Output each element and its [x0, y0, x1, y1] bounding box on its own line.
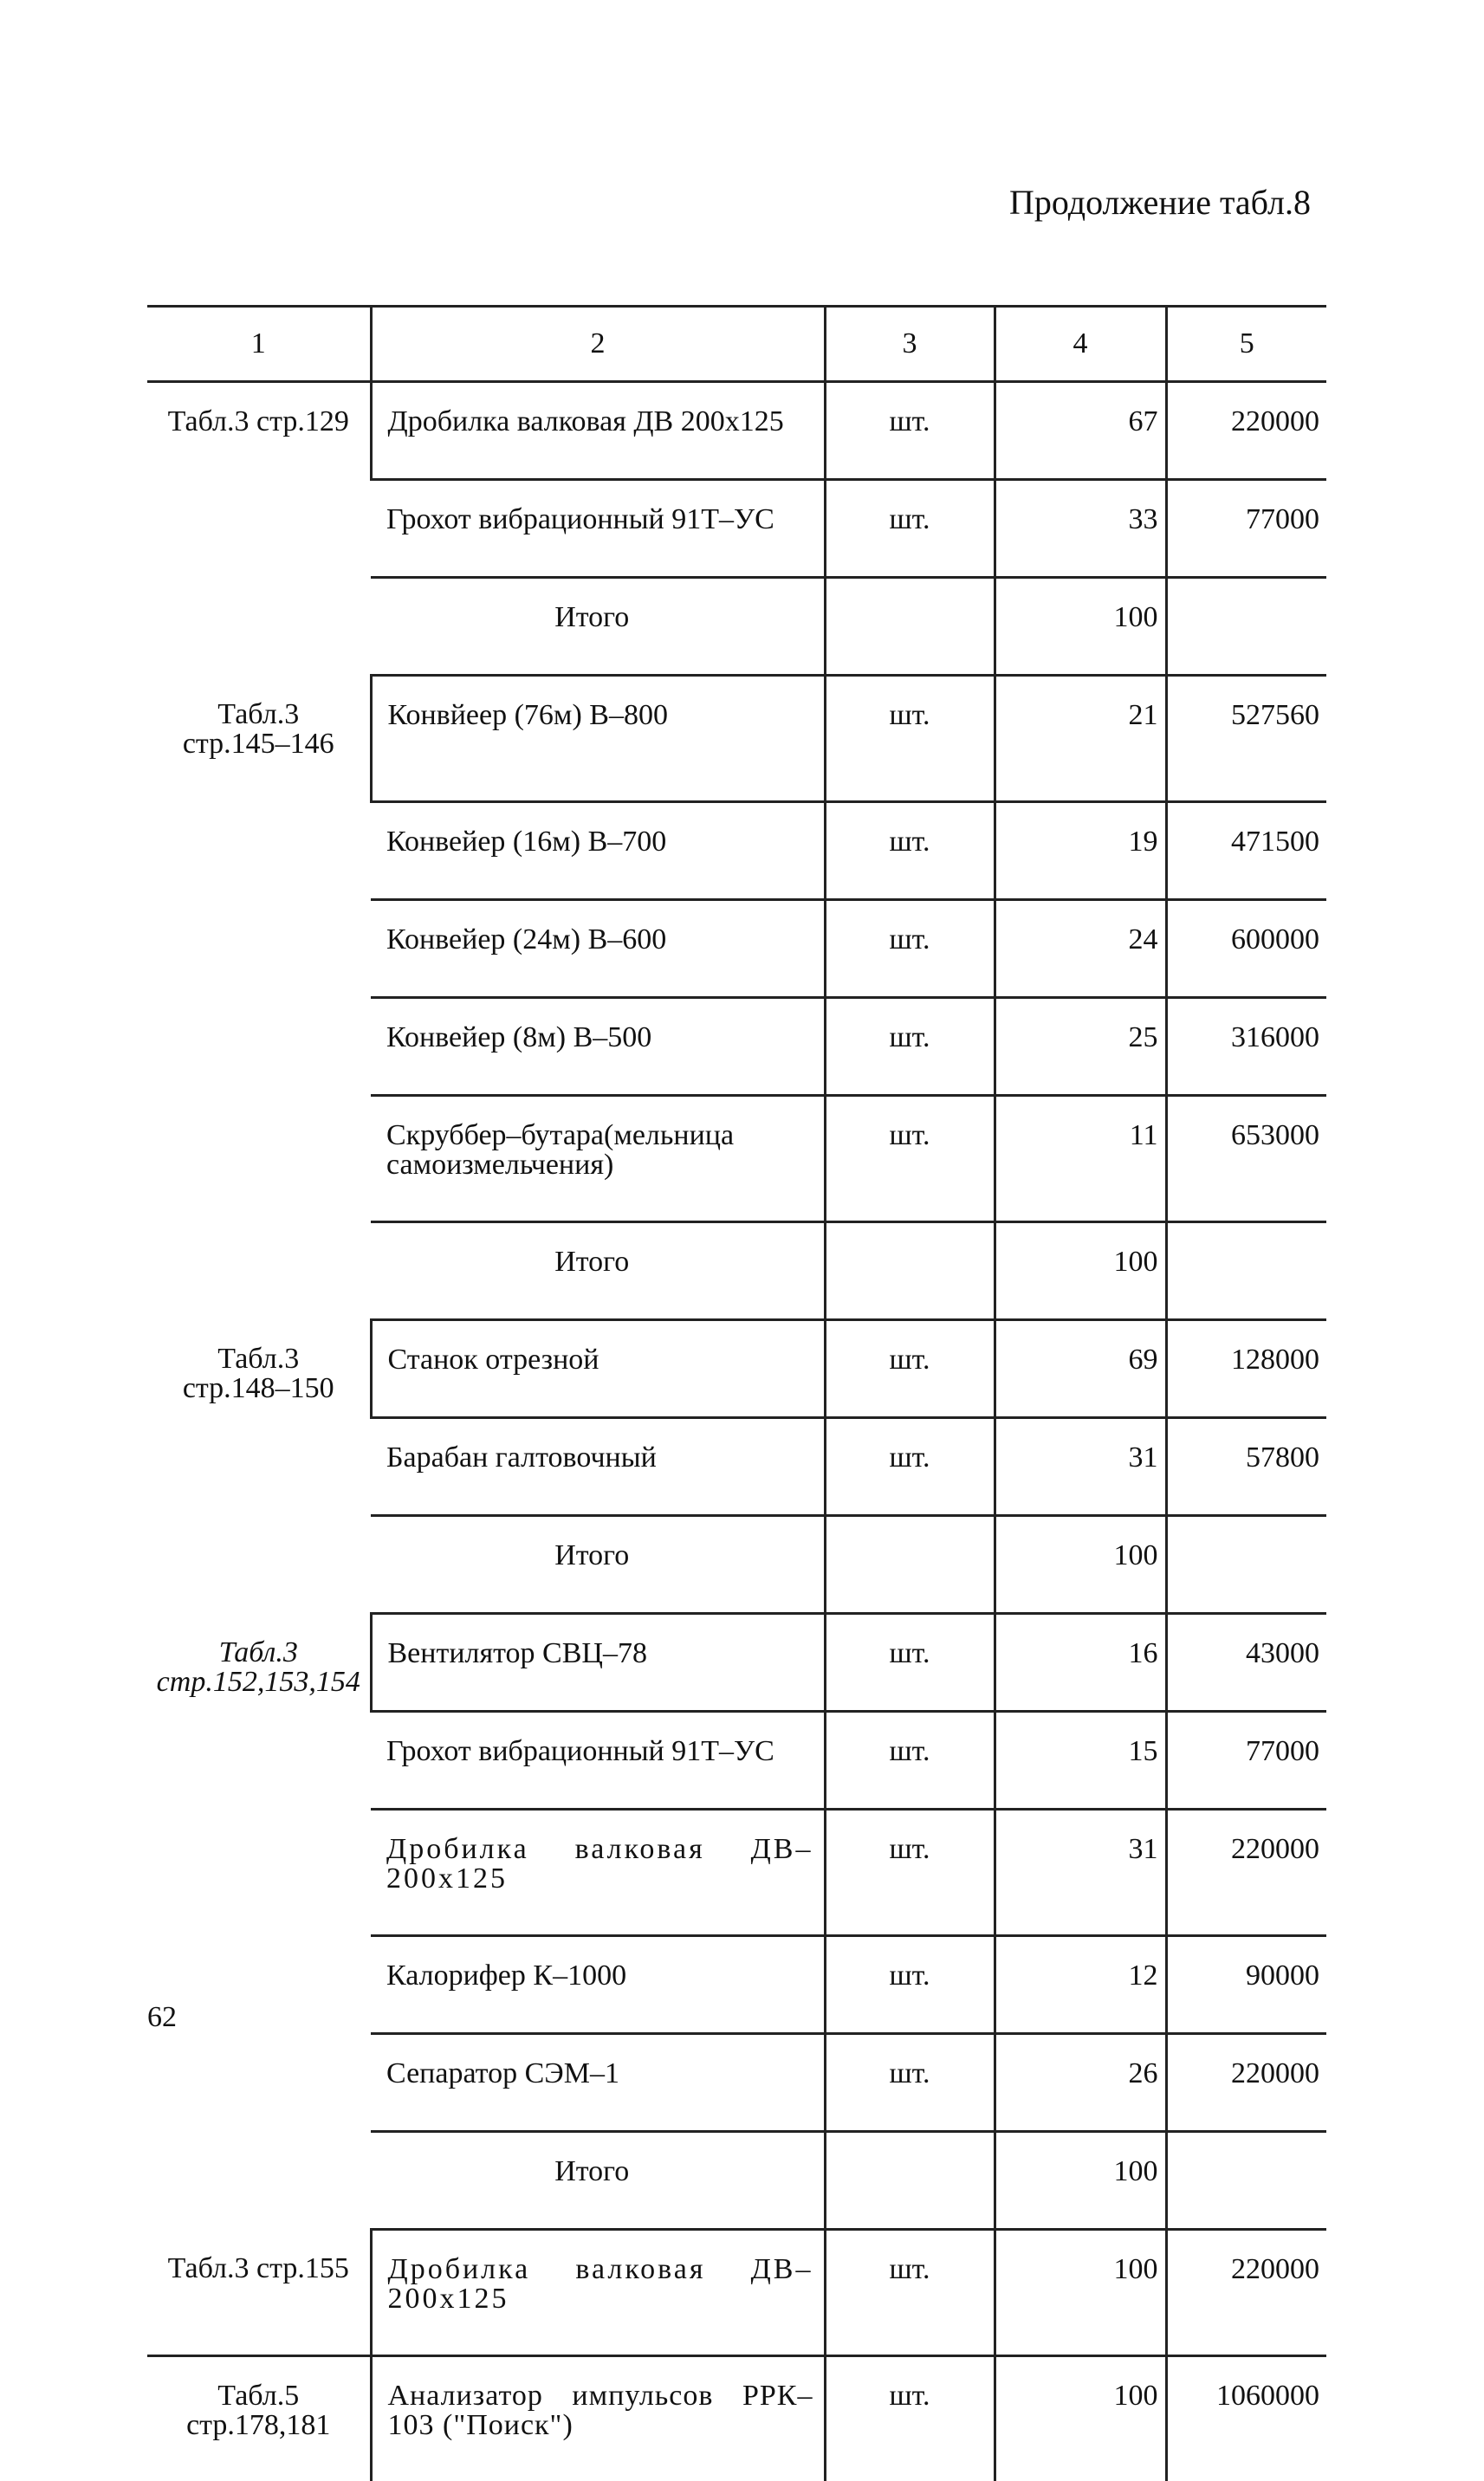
share-cell: 100 [995, 2230, 1166, 2356]
unit-cell: шт. [825, 676, 995, 802]
source-reference: Табл.3 стр.148–150 [147, 1320, 371, 1614]
share-cell: 16 [995, 1614, 1166, 1712]
equipment-name: Калорифер К–1000 [371, 1936, 825, 2034]
source-reference: Табл.3 стр.152,153,154 [147, 1614, 371, 2230]
unit-cell: шт. [825, 480, 995, 578]
share-cell: 31 [995, 1418, 1166, 1516]
unit-cell: шт. [825, 1936, 995, 2034]
total-share-cell: 100 [995, 2132, 1166, 2230]
price-cell [1166, 2132, 1326, 2230]
equipment-name: Сепаратор СЭМ–1 [371, 2034, 825, 2132]
equipment-name: Барабан галтовочный [371, 1418, 825, 1516]
price-cell [1166, 1516, 1326, 1614]
price-cell [1166, 578, 1326, 676]
column-header: 1 [147, 307, 371, 382]
price-cell: 43000 [1166, 1614, 1326, 1712]
share-cell: 100 [995, 2356, 1166, 2481]
share-cell: 19 [995, 802, 1166, 900]
share-cell: 15 [995, 1712, 1166, 1810]
share-cell: 67 [995, 382, 1166, 480]
total-share-cell: 100 [995, 578, 1166, 676]
price-cell: 220000 [1166, 2034, 1326, 2132]
price-cell: 527560 [1166, 676, 1326, 802]
total-label: Итого [371, 578, 825, 676]
equipment-name: Грохот вибрационный 91Т–УС [371, 1712, 825, 1810]
source-reference: Табл.5 стр.178,181 [147, 2356, 371, 2481]
column-header: 4 [995, 307, 1166, 382]
unit-cell [825, 2132, 995, 2230]
unit-cell: шт. [825, 1712, 995, 1810]
column-header: 3 [825, 307, 995, 382]
equipment-name: Скруббер–бутара(мельница самоизмельчения) [371, 1096, 825, 1222]
unit-cell [825, 1222, 995, 1320]
column-header: 5 [1166, 307, 1326, 382]
equipment-name: Конвейер (8м) В–500 [371, 998, 825, 1096]
unit-cell: шт. [825, 2356, 995, 2481]
share-cell: 26 [995, 2034, 1166, 2132]
price-cell: 90000 [1166, 1936, 1326, 2034]
unit-cell: шт. [825, 1320, 995, 1418]
price-cell: 77000 [1166, 1712, 1326, 1810]
equipment-name: Анализатор импульсов РРК–103 ("Поиск") [371, 2356, 825, 2481]
unit-cell: шт. [825, 1614, 995, 1712]
table-row [147, 2356, 1326, 2481]
price-cell: 57800 [1166, 1418, 1326, 1516]
unit-cell: шт. [825, 1096, 995, 1222]
unit-cell: шт. [825, 998, 995, 1096]
price-cell: 77000 [1166, 480, 1326, 578]
equipment-name: Грохот вибрационный 91Т–УС [371, 480, 825, 578]
equipment-name: Конвейер (16м) В–700 [371, 802, 825, 900]
price-cell: 600000 [1166, 900, 1326, 998]
share-cell: 69 [995, 1320, 1166, 1418]
source-reference: Табл.3 стр.145–146 [147, 676, 371, 1320]
unit-cell: шт. [825, 802, 995, 900]
unit-cell: шт. [825, 1418, 995, 1516]
price-cell: 220000 [1166, 1810, 1326, 1936]
price-cell: 653000 [1166, 1096, 1326, 1222]
table-row [147, 1320, 1326, 1418]
unit-cell: шт. [825, 2034, 995, 2132]
column-number-row [147, 307, 1326, 382]
equipment-name: Дробилка валковая ДВ–200x125 [371, 2230, 825, 2356]
price-cell: 128000 [1166, 1320, 1326, 1418]
unit-cell: шт. [825, 382, 995, 480]
page-number: 62 [147, 2001, 177, 2034]
table-row [147, 382, 1326, 480]
total-label: Итого [371, 1516, 825, 1614]
table-row [147, 2230, 1326, 2356]
share-cell: 31 [995, 1810, 1166, 1936]
unit-cell: шт. [825, 900, 995, 998]
equipment-name: Дробилка валковая ДВ–200x125 [371, 1810, 825, 1936]
total-label: Итого [371, 2132, 825, 2230]
total-label: Итого [371, 1222, 825, 1320]
equipment-name: Конвйеер (76м) В–800 [371, 676, 825, 802]
table-row [147, 676, 1326, 802]
table-row [147, 1614, 1326, 1712]
price-cell: 316000 [1166, 998, 1326, 1096]
share-cell: 25 [995, 998, 1166, 1096]
unit-cell [825, 1516, 995, 1614]
equipment-name: Конвейер (24м) В–600 [371, 900, 825, 998]
price-cell [1166, 1222, 1326, 1320]
source-reference: Табл.3 стр.129 [147, 382, 371, 676]
table-continuation-caption: Продолжение табл.8 [1009, 182, 1311, 223]
unit-cell [825, 578, 995, 676]
share-cell: 24 [995, 900, 1166, 998]
column-header: 2 [371, 307, 825, 382]
price-cell: 471500 [1166, 802, 1326, 900]
total-share-cell: 100 [995, 1516, 1166, 1614]
equipment-name: Дробилка валковая ДВ 200x125 [371, 382, 825, 480]
share-cell: 11 [995, 1096, 1166, 1222]
unit-cell: шт. [825, 1810, 995, 1936]
total-share-cell: 100 [995, 1222, 1166, 1320]
price-cell: 1060000 [1166, 2356, 1326, 2481]
price-cell: 220000 [1166, 382, 1326, 480]
source-reference: Табл.3 стр.155 [147, 2230, 371, 2356]
equipment-name: Вентилятор СВЦ–78 [371, 1614, 825, 1712]
equipment-table [147, 305, 1326, 2481]
share-cell: 21 [995, 676, 1166, 802]
price-cell: 220000 [1166, 2230, 1326, 2356]
equipment-name: Станок отрезной [371, 1320, 825, 1418]
unit-cell: шт. [825, 2230, 995, 2356]
share-cell: 33 [995, 480, 1166, 578]
share-cell: 12 [995, 1936, 1166, 2034]
